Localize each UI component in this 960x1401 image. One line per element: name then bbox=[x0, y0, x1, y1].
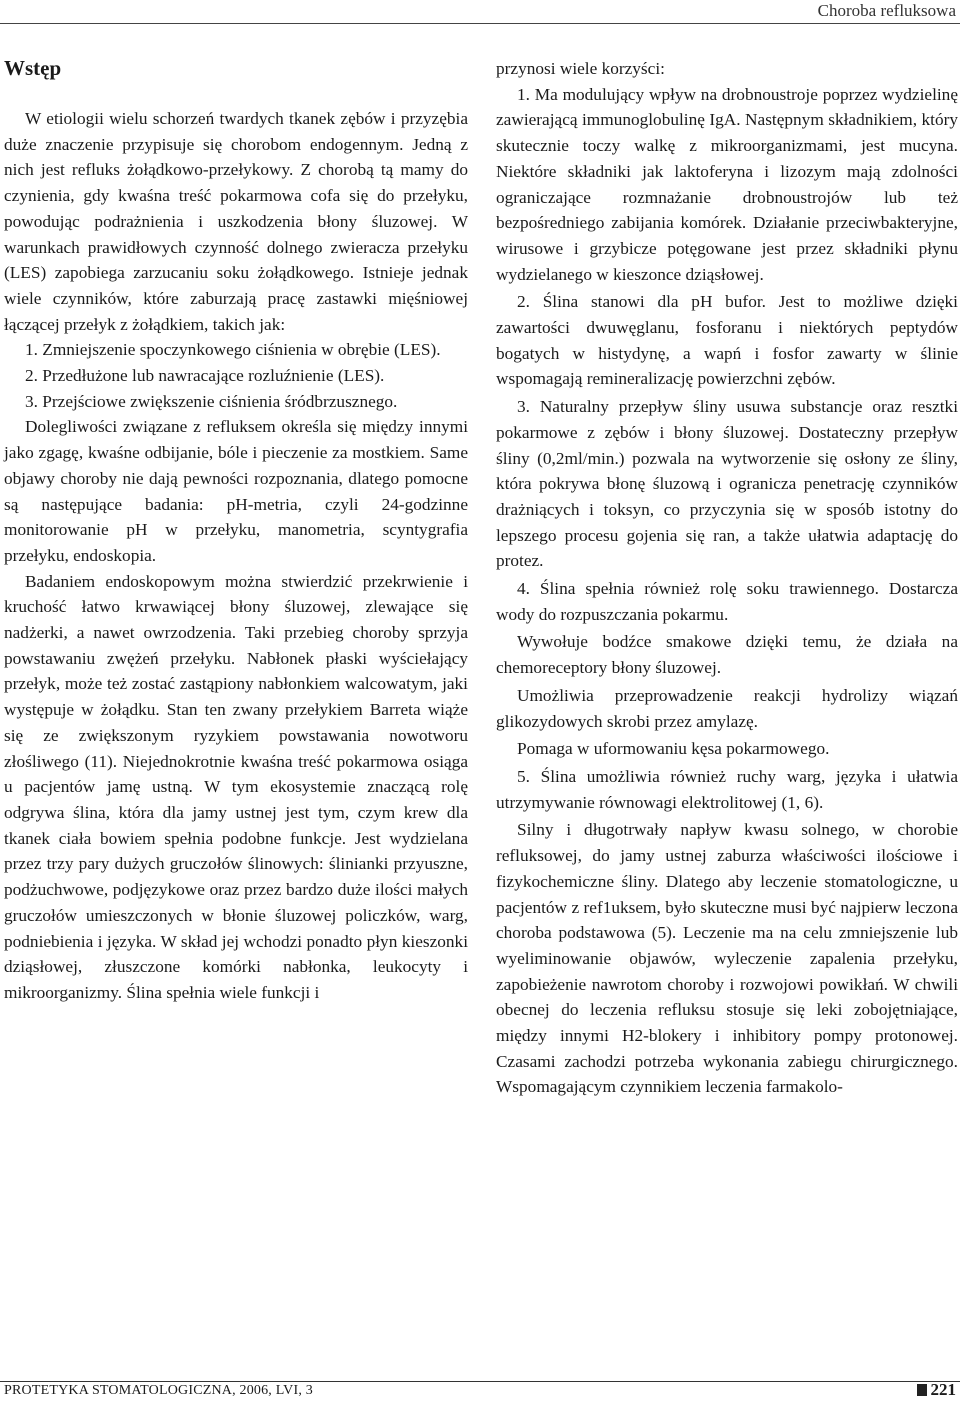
intro-paragraph: W etiologii wielu schorzeń twardych tkanek zębów i przyzębia duże znaczenie przypisuje się chorobom endogennym. Jedną z nich jest refluks żołądkowo-przełykowy. Z chorobą tą mamy do czynienia, gdy kwaśna treść pokarmowa cofa się do przełyku, powodując podrażnienia i uszkodzenia błony śluzowej. W warunkach prawidłowych czynność dolnego zwieracza przełyku (LES) zapobiega zarzucaniu soku żołądkowego. Istnieje jednak wiele czynników, które zaburzają pracę zastawki mięśniowej łączącej przełyk z żołądkiem, takich jak: bbox=[4, 109, 468, 334]
saliva-function-1: 1. Ma modulujący wpływ na drobnoustroje poprzez wydzielinę zawierającą immunoglobulinę IgA. Następnym składnikiem, który skutecznie toczy walkę z mikroorganizmami, jest mucyna. Niektóre składniki jak laktoferyna i lizozym mają zdolności ograniczające rozmnażanie drobnoustrojów lub też bezpośredniego zabijania komórek. Działanie przeciwbakteryjne, wirusowe i grzybicze potęgowane jest przez składniki płynu wydzielanego w kieszonce dziąsłowej. bbox=[496, 84, 958, 284]
journal-citation: PROTETYKA STOMATOLOGICZNA, 2006, LVI, 3 bbox=[4, 1383, 313, 1398]
list-item-1: 1. Zmniejszenie spoczynkowego ciśnienia w obrębie (LES). bbox=[25, 340, 441, 360]
saliva-function-3: 3. Naturalny przepływ śliny usuwa substancje oraz resztki pokarmowe z zębów i błony śluzowej. Dostateczny przepływ śliny (0,2ml/min.) pozwala na wytworzenie się osłony ze śliny, która pokrywa błonę śluzową i ogranicza penetrację czynników drażniących i toksyn, co przyczynia się w sposób istotny do lepszego procesu gojenia się ran, a także ułatwia adaptację do protez. bbox=[496, 397, 958, 571]
endoscopy-paragraph: Badaniem endoskopowym można stwierdzić przekrwienie i kruchość łatwo krwawiącej błony śluzowej, zlewające się nadżerki, a nawet owrzodzenia. Taki przebieg choroby sprzyja powstawaniu zwężeń przełyku. Nabłonek płaski wyściełający przełyk, może też zostać zastąpiony nabłonkiem walcowatym, jaki występuje w żołądku. Stan ten zwany przełykiem Barreta wiąże się ze zwiększonym ryzykiem powstawania nowotworu złośliwego (11). Niejednokrotnie kwaśna treść pokarmowa osiąga u pacjentów jamę ustną. W tym ekosystemie znaczącą rolę odgrywa ślina, która dla jamy ustnej jest tym, czym krew dla tkanek ciała bowiem spełnia podobne funkcje. Jest wydzielana przez trzy pary dużych gruczołów ślinowych: ślinianki przyuszne, podżuchwowe, podjęzykowe oraz przez bardzo duże ilości małych gruczołów umieszczonych w błonie śluzowej policzków, warg, podniebienia i języka. W skład jej wchodzi ponadto płyn kieszonki dziąsłowej, złuszczone komórki nabłonka, leukocyty i mikroorganizmy. Ślina spełnia wiele funkcji i bbox=[4, 571, 468, 1002]
saliva-function-2: 2. Ślina stanowi dla pH bufor. Jest to możliwe dzięki zawartości dwuwęglanu, fosforanu i niektórych peptydów bogatych w histydynę, a wapń i fosfor zawarty w ślinie wspomagają remineralizację powierzchni zębów. bbox=[496, 292, 958, 389]
running-head: Choroba refluksowa bbox=[817, 1, 956, 20]
hydrolysis-paragraph: Umożliwia przeprowadzenie reakcji hydrolizy wiązań glikozydowych skrobi przez amylazę. bbox=[496, 685, 958, 731]
header-rule bbox=[0, 23, 960, 24]
bolus-paragraph: Pomaga w uformowaniu kęsa pokarmowego. bbox=[517, 739, 830, 759]
page-number-marker bbox=[917, 1384, 927, 1396]
right-column bbox=[496, 56, 958, 1100]
list-item-2: 2. Przedłużone lub nawracające rozluźnienie (LES). bbox=[25, 366, 385, 386]
continuation-line: przynosi wiele korzyści: bbox=[496, 59, 665, 78]
taste-paragraph: Wywołuje bodźce smakowe dzięki temu, że działa na chemoreceptory błony śluzowej. bbox=[496, 632, 958, 678]
symptoms-paragraph: Dolegliwości związane z refluksem określa się między innymi jako zgagę, kwaśne odbijanie, bóle i pieczenie za mostkiem. Same objawy choroby nie dają pewności rozpoznania, dlatego pomocne są następujące badania: pH-metria, czyli 24-godzinne monitorowanie pH w przełyku, manometria, scyntygrafia przełyku, endoskopia. bbox=[4, 417, 468, 565]
page-number: 221 bbox=[930, 1380, 956, 1399]
left-column bbox=[4, 106, 468, 1006]
treatment-paragraph: Silny i długotrwały napływ kwasu solnego, w chorobie refluksowej, do jamy ustnej zaburza właściwości ilościowe i fizykochemiczne śliny. Dlatego aby leczenie stomatologiczne, u pacjentów z ref1uksem, było skuteczne musi być najpierw leczona choroba podstawowa (5). Leczenie ma na celu zmniejszenie lub wyeliminowanie objawów, wyleczenie zapalenia przełyku, zapobieżenie nawrotom choroby i rozwojowi powikłań. W chwili obecnej do leczenia refluksu stosuje się leki zobojętniające, między innymi H2-blokery i inhibitory pompy protonowej. Czasami zachodzi potrzeba wykonania zabiegu chirurgicznego. Wspomagającym czynnikiem leczenia farmakolo- bbox=[496, 820, 958, 1097]
saliva-function-4: 4. Ślina spełnia również rolę soku trawiennego. Dostarcza wody do rozpuszczania pokarmu. bbox=[496, 579, 958, 624]
saliva-function-5: 5. Ślina umożliwia również ruchy warg, języka i ułatwia utrzymywanie równowagi elektrolitowej (1, 6). bbox=[496, 766, 958, 812]
list-item-3: 3. Przejściowe zwiększenie ciśnienia śródbrzusznego. bbox=[25, 391, 398, 411]
section-title: Wstęp bbox=[4, 56, 62, 80]
